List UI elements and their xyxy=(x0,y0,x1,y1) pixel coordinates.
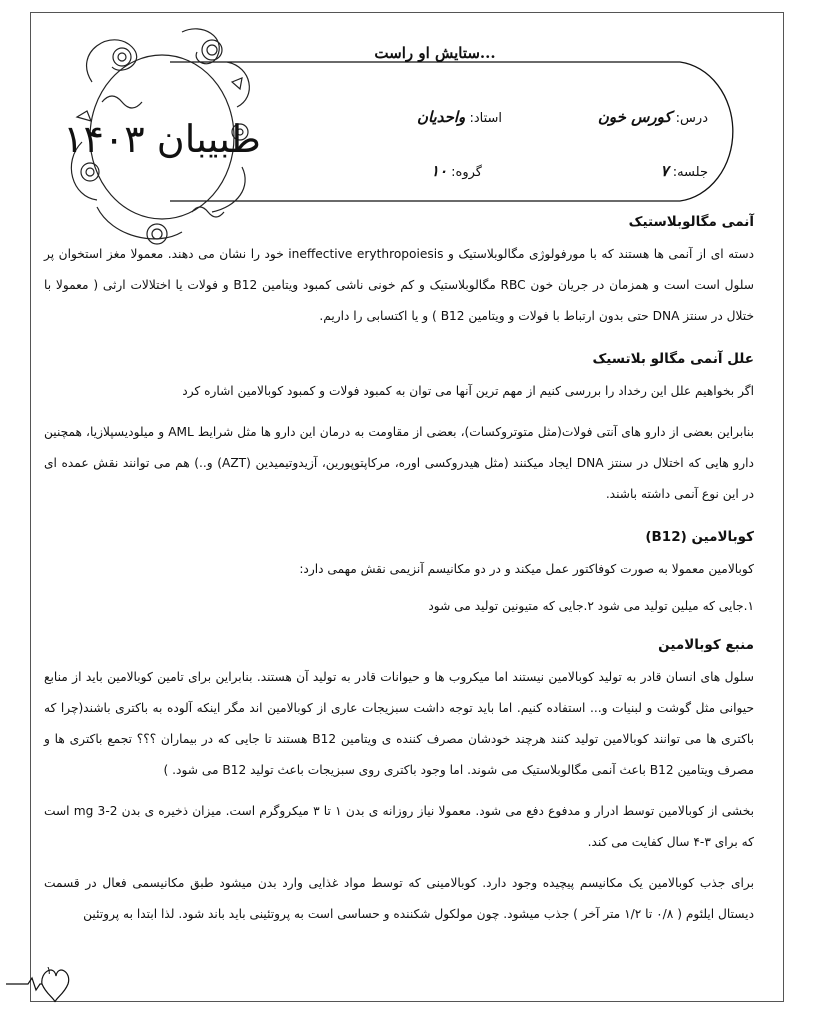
paragraph: کوبالامین معمولا به صورت کوفاکتور عمل میکند و در دو مکانیسم آنزیمی نقش مهمی دارد: xyxy=(299,562,754,576)
session-field xyxy=(661,162,709,180)
course-label: درس: xyxy=(675,111,708,126)
logo-text: طبیبان ۱۴۰۳ xyxy=(63,117,261,161)
section-heading-cobalamin: کوبالامین (B12) xyxy=(645,529,754,545)
paragraph: اگر بخواهیم علل این رخداد را بررسی کنیم از مهم ترین آنها می توان به کمبود فولات و کمبود کوبالامین اشاره کرد xyxy=(182,384,754,398)
paragraph: دسته ای از آنمی ها هستند که با مورفولوژی مگالوبلاستیک و ineffective erythropoiesis خود را نشان می دهند. معمولا مغز استخوان پر سلول است است و همزمان در جریان خون RBC مگالوبلاستیک و کم خونی ناشی کمبود ویتامین B12 و فولات یا اختلالات ارثی ( معمولا با ختلال در سنتز DNA حتی بدون ارتباط با فولات و ویتامین B12 ) و یا اکتسابی را داریم. xyxy=(44,247,754,323)
paragraph: برای جذب کوبالامین یک مکانیسم پیچیده وجود دارد. کوبالامینی که توسط مواد غذایی وارد بدن میشود طبق مکانیسمی فعال در قسمت دیستال ایلئوم ( ۰/۸ تا ۱/۲ متر آخر ) جذب میشود. چون مولکول شکننده و حساسی است به پروتئینی باید باند شود. لذا ابتدا به پروتئین xyxy=(44,876,754,921)
heartbeat-page-icon xyxy=(6,958,70,1008)
document-body xyxy=(44,205,754,940)
doxology: ستایش او راست... xyxy=(374,44,496,62)
teacher-field xyxy=(417,108,502,126)
course-field xyxy=(598,108,708,126)
course-value: کورس خون xyxy=(597,108,672,126)
teacher-value: واحدیان xyxy=(416,108,466,126)
page-number: ۱ xyxy=(46,964,52,977)
group-label: گروه: xyxy=(451,165,482,180)
session-label: جلسه: xyxy=(672,165,708,180)
group-field xyxy=(431,162,482,180)
teacher-label: استاد: xyxy=(469,111,502,126)
paragraph: بخشی از کوبالامین توسط ادرار و مدفوع دفع می شود. معمولا نیاز روزانه ی بدن ۱ تا ۳ میکروگرم است. میزان ذخیره ی بدن 2-3 mg است که برای ۳-۴ سال کفایت می کند. xyxy=(44,804,754,849)
section-heading-causes: علل آنمی مگالو بلاتسیک xyxy=(592,351,754,367)
paragraph: بنابراین بعضی از دارو های آنتی فولات(مثل متوتروکسات)، بعضی از مقاومت به درمان این دارو ها مثل شرایط AML و میلودیسپلازیا، همچنین دارو هایی که اختلال در سنتز DNA ایجاد میکنند (مثل هیدروکسی اوره، مرکاپتوپورین، آزیدوتیمیدین (AZT) و..) هم می توانند نقش عمده ای در این نوع آنمی داشته باشند. xyxy=(44,425,754,501)
section-heading-megaloblastic-anemia: آنمی مگالوبلاستیک xyxy=(628,214,754,230)
group-value: ۱۰ xyxy=(430,162,448,180)
paragraph: ۱.جایی که میلین تولید می شود ۲.جایی که متیونین تولید می شود xyxy=(428,599,754,613)
section-heading-cobalamin-source: منبع کوبالامین xyxy=(658,637,754,653)
paragraph: سلول های انسان قادر به تولید کوبالامین نیستند اما میکروب ها و حیوانات قادر به تولید آن هستند. بنابراین برای تامین کوبالامین باید از منابع حیوانی مثل گوشت و لبنیات و... استفاده کنیم. اما باید توجه داشت سبزیجات عاری از کوبالامین اند مگر اینکه آلوده به باکتری باشند(چرا که باکتری ها می توانند کوبالامین تولید کنند هرچند خودشان مصرف کننده ی ویتامین B12 هستند تا جایی که در بیماران ؟؟؟ تجمع باکتری ها و مصرف ویتامین B12 باعث آنمی مگالوبلاستیک می شوند. اما وجود باکتری روی سبزیجات باعث تولید B12 می شود. ) xyxy=(44,670,754,777)
session-value: ۷ xyxy=(660,162,669,180)
